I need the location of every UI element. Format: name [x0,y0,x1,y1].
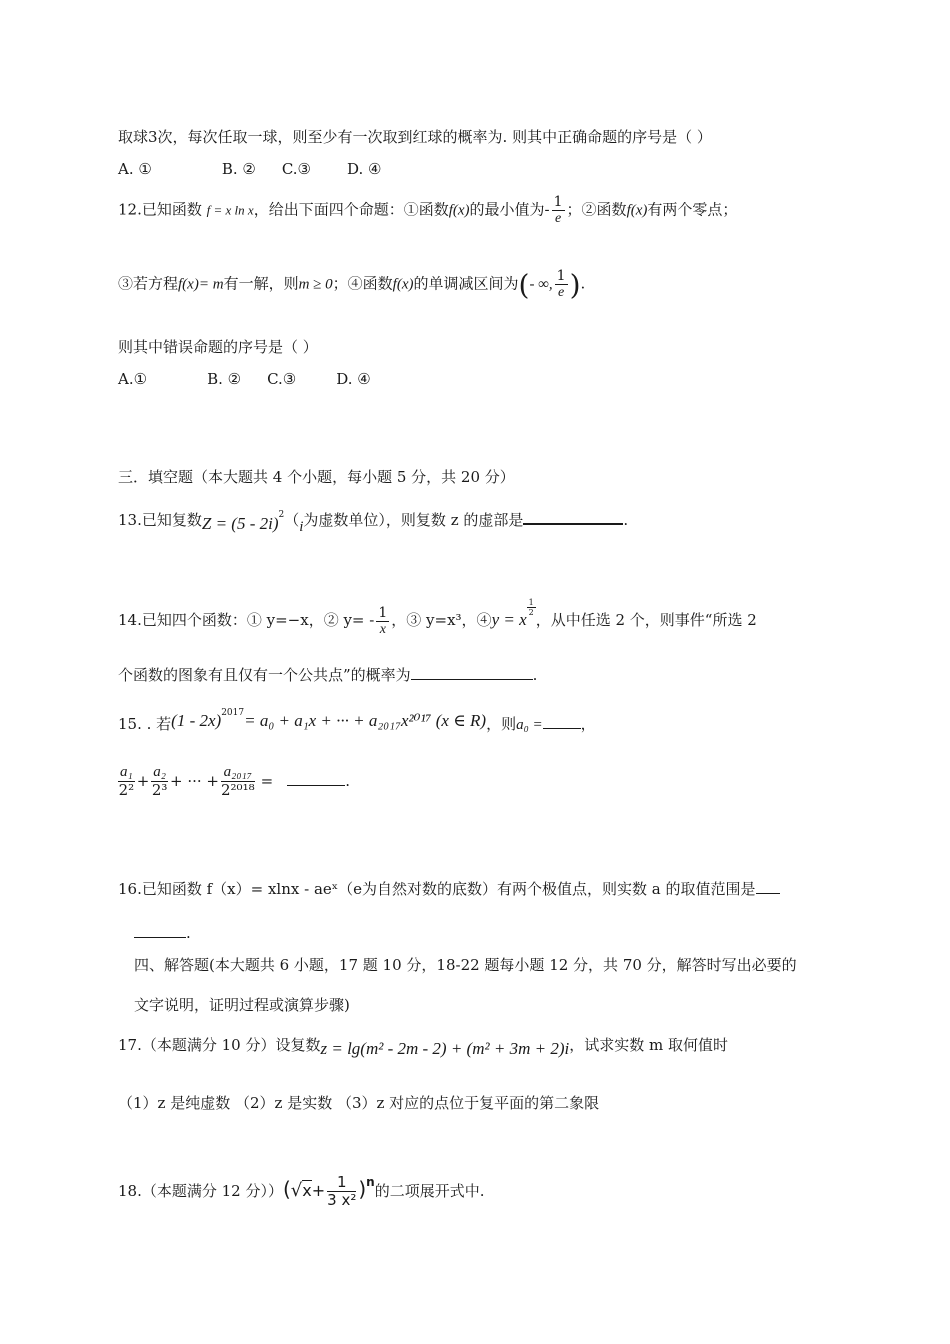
q11-option-c: C.③ [281,160,312,178]
q13-expr: Z = (5 - 2i) [201,514,279,533]
q13-answer-blank[interactable] [523,508,623,525]
q16-answer-blank-a[interactable] [756,878,780,894]
q14-fraction: $\frac{1}{x}$ [378,604,388,637]
q14-line2: 个函数的图象有且仅有一个公共点”的概率为 . [118,666,538,684]
q12-option-d: D. ④ [336,370,371,388]
q16-line2: . [134,922,191,942]
q14-answer-blank[interactable] [411,664,533,680]
section3-title: 三．填空题（本大题共 4 个小题，每小题 5 分，共 20 分） [118,468,515,486]
q15-line1: 15. . 若(1 - 2x)$^{2017}$= a₀ + a₁x + ··· + a₂₀₁₇x²⁰¹⁷ (x ∈ R)，则a₀ = ， [118,708,596,733]
q11-options [118,160,382,178]
q18-line: 18.（本题满分 12 分））(√x+ $\frac{1}{\text{3 x²}}$ )$^n$的二项展开式中. [118,1173,485,1210]
q12-question: 则其中错误命题的序号是（ ） [118,338,318,356]
q12-options [118,370,371,388]
q11-option-b: B. ② [221,160,256,178]
q11-option-a: A. ① [118,160,152,178]
q17-expr: z = lg(m² - 2m - 2) + (m² + 3m + 2)i [320,1039,570,1058]
q15-frac-2: $\frac{\text{a₂}}{\text{2³}}$ [151,764,168,800]
q11-tail-line: 取球3次，每次任取一球，则至少有一次取到红球的概率为. 则其中正确命题的序号是（ ） [118,128,712,146]
q12-line1: 12.已知函数 f = x ln x，给出下面四个命题：①函数f(x)的最小值为- $\frac{1}{e}$ ；②函数f(x)有两个零点； [118,194,738,227]
q18-fraction: $\frac{1}{\text{3 x²}}$ [327,1173,357,1210]
q12-line2: ③若方程f(x)= m有一解，则m ≥ 0；④函数f(x)的单调减区间为(- ∞, $\frac{1}{e}$ ). [118,268,586,302]
q15-line2: $\frac{\text{a₁}}{\text{2²}}$ + $\frac{\text{a₂}}{\text{2³}}$ + ··· + $\frac{\text{a₂₀₁₇}}{\text{2²⁰¹⁸}}$ = . [118,764,350,800]
q14-exponent: $\frac{1}{2}$ [528,598,534,618]
q12-option-c: C.③ [267,370,297,388]
q11-option-d: D. ④ [347,160,382,178]
q13-line: 13.已知复数Z = (5 - 2i)$^2$（i为虚数单位），则复数 z 的虚部是 . [118,510,629,535]
q12-fraction: $\frac{1}{e}$ [553,194,563,227]
q17-parts: （1）z 是纯虚数 （2）z 是实数 （3）z 对应的点位于复平面的第二象限 [118,1094,600,1112]
q12-interval-fraction: $\frac{1}{e}$ [556,268,566,301]
sqrt-icon: √ [290,1179,303,1201]
q14-power-func: y = x [491,610,527,630]
q12-option-b: B. ② [207,370,242,388]
q15-rhs: = a₀ + a₁x + ··· + a₂₀₁₇x²⁰¹⁷ (x ∈ R) [244,711,487,730]
q15-frac-3: $\frac{\text{a₂₀₁₇}}{\text{2²⁰¹⁸}}$ [221,764,255,800]
q12-func: f = x ln x [206,202,254,218]
section4-line1: 四、解答题(本大题共 6 小题，17 题 10 分，18-22 题每小题 12 分，共 70 分，解答时写出必要的 [134,956,797,974]
q15-a0-blank[interactable] [543,713,581,729]
q16-line: 16.已知函数 f（x）= xlnx - aeˣ（e为自然对数的底数）有两个极值点，则实数 a 的取值范围是 [118,878,780,898]
q17-line1: 17.（本题满分 10 分）设复数z = lg(m² - 2m - 2) + (m² + 3m + 2)i，试求实数 m 取何值时 [118,1036,728,1058]
q15-frac-1: $\frac{\text{a₁}}{\text{2²}}$ [118,764,135,800]
q15-sum-blank[interactable] [287,770,345,786]
q14-line1: 14.已知四个函数：① y=−x，② y= - $\frac{1}{x}$ ，③ y=x³，④y = x $\frac{1}{2}$ ，从中任选 2 个，则事件“所选 2 [118,598,757,637]
q15-lhs: (1 - 2x) [171,711,222,730]
section4-line2: 文字说明，证明过程或演算步骤) [134,996,350,1014]
q16-answer-blank-b[interactable] [134,922,186,938]
q12-option-a: A.① [118,370,148,388]
